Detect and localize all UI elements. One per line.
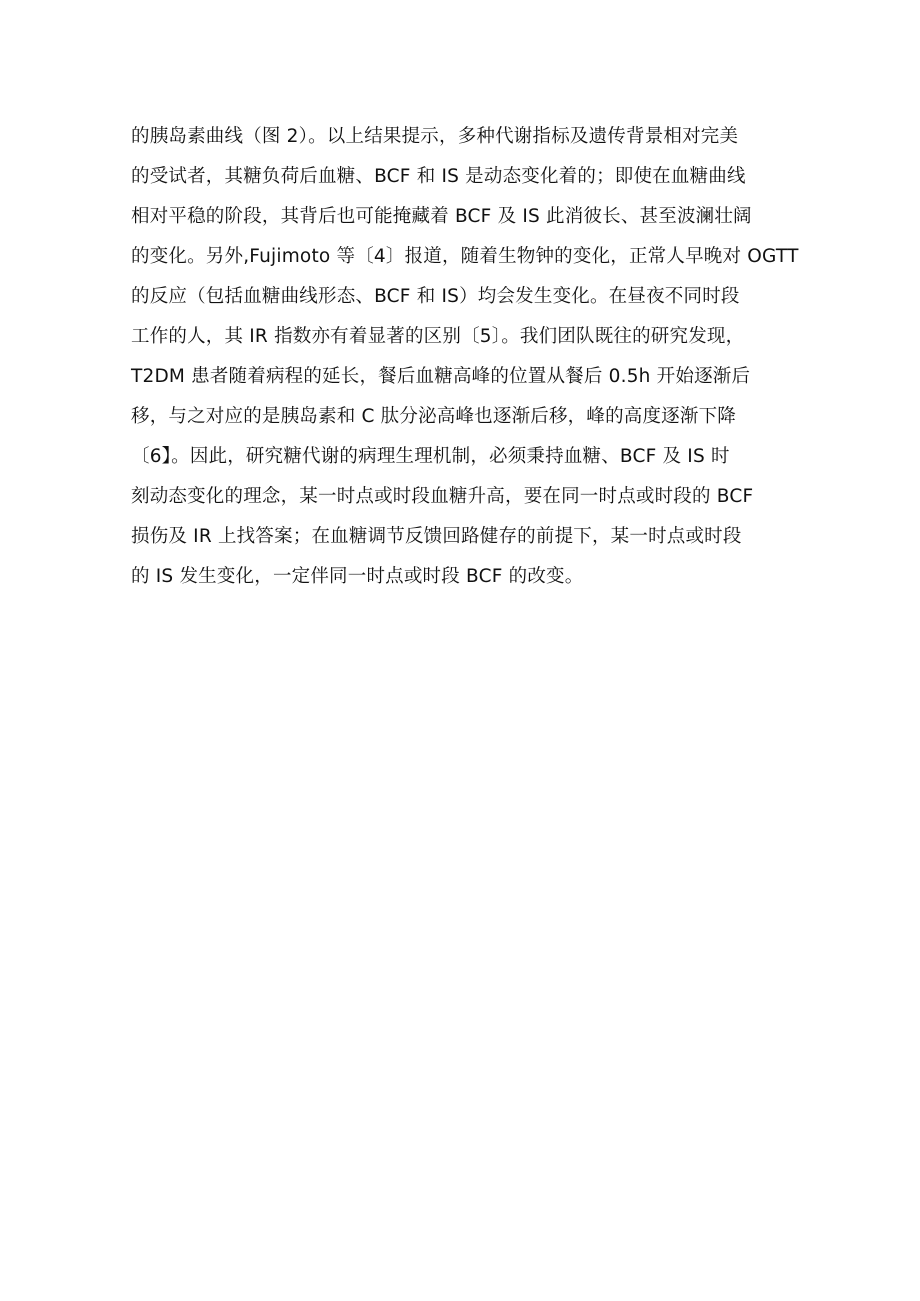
- paragraph-line-12: 的 IS 发生变化，一定伴同一时点或时段 BCF 的改变。: [131, 566, 584, 587]
- paragraph-line-11: 损伤及 IR 上找答案；在血糖调节反馈回路健存的前提下，某一时点或时段: [131, 526, 742, 547]
- paragraph-line-1: 的胰岛素曲线（图 2）。以上结果提示，多种代谢指标及遗传背景相对完美: [131, 126, 739, 147]
- paragraph-line-8: 移，与之对应的是胰岛素和 C 肽分泌高峰也逐渐后移，峰的高度逐渐下降: [131, 406, 736, 427]
- paragraph-line-10: 刻动态变化的理念，某一时点或时段血糖升高，要在同一时点或时段的 BCF: [131, 486, 754, 507]
- body-paragraph: [131, 117, 801, 597]
- paragraph-line-6: 工作的人，其 IR 指数亦有着显著的区别〔5〕。我们团队既往的研究发现，: [131, 326, 745, 347]
- paragraph-line-5: 的反应（包括血糖曲线形态、BCF 和 IS）均会发生变化。在昼夜不同时段: [131, 286, 740, 307]
- paragraph-line-2: 的受试者，其糖负荷后血糖、BCF 和 IS 是动态变化着的；即使在血糖曲线: [131, 166, 746, 187]
- paragraph-line-4: 的变化。另外,Fujimoto 等〔4〕报道，随着生物钟的变化，正常人早晚对 OGTT: [131, 246, 799, 267]
- paragraph-line-9: 〔6】。因此，研究糖代谢的病理生理机制，必须秉持血糖、BCF 及 IS 时: [131, 446, 730, 467]
- paragraph-line-7: T2DM 患者随着病程的延长，餐后血糖高峰的位置从餐后 0.5h 开始逐渐后: [131, 366, 751, 387]
- paragraph-line-3: 相对平稳的阶段，其背后也可能掩藏着 BCF 及 IS 此消彼长、甚至波澜壮阔: [131, 206, 752, 227]
